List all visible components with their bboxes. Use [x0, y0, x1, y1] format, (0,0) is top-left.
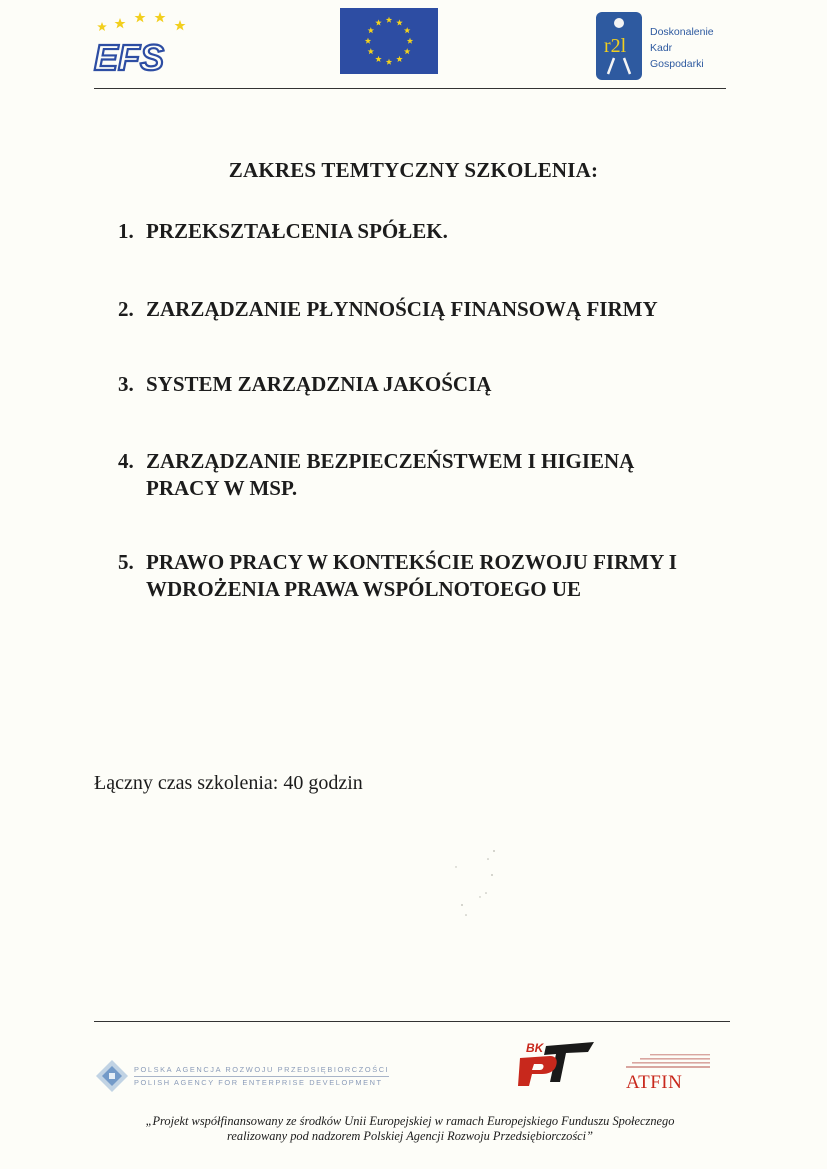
parp-name-polish: POLSKA AGENCJA ROZWOJU PRZEDSIĘBIORCZOŚCI — [134, 1064, 389, 1077]
bk-logo-graphic — [516, 1038, 596, 1090]
dkg-logo — [596, 12, 736, 82]
total-training-hours: Łączny czas szkolenia: 40 godzin — [94, 772, 363, 794]
bk-logo — [516, 1038, 596, 1090]
topic-item-2 — [118, 296, 758, 323]
header-divider — [94, 88, 726, 89]
cofinancing-note — [90, 1114, 730, 1144]
dkg-line-2: Kadr — [650, 42, 673, 54]
parp-name-english: POLISH AGENCY FOR ENTERPRISE DEVELOPMENT — [134, 1078, 383, 1087]
cofinancing-note-line-2: realizowany pod nadzorem Polskiej Agencji Rozwoju Przedsiębiorczości” — [227, 1129, 593, 1143]
dkg-line-1: Doskonalenie — [650, 26, 714, 38]
topic-text: PRAWO PRACY W KONTEKŚCIE ROZWOJU FIRMY I WDROŻENIA PRAWA WSPÓLNOTOEGO UE — [146, 550, 677, 601]
dkg-logo-text — [650, 24, 714, 72]
topic-number: 2. — [118, 297, 134, 321]
document-title: ZAKRES TEMTYCZNY SZKOLENIA: — [228, 158, 599, 182]
eu-flag-icon — [340, 8, 438, 74]
topic-text: ZARZĄDZANIE BEZPIECZEŃSTWEM I HIGIENĄ PRACY W MSP. — [146, 449, 635, 500]
dkg-figure-icon — [596, 12, 642, 80]
topic-item-4 — [118, 448, 678, 502]
efs-logo — [92, 6, 192, 76]
atfin-logo-text: ATFIN — [626, 1072, 683, 1093]
footer-divider — [94, 1021, 730, 1022]
topic-number: 1. — [118, 219, 134, 243]
topic-item-3 — [118, 371, 758, 398]
efs-logo-graphic — [92, 6, 192, 76]
eu-flag-logo — [340, 8, 438, 74]
scan-specks — [450, 845, 510, 925]
cofinancing-note-line-1: „Projekt współfinansowany ze środków Unii Europejskiej w ramach Europejskiego Funduszu Społecznego — [145, 1114, 675, 1128]
topic-number: 5. — [118, 550, 134, 574]
efs-logo-text: EFS — [94, 37, 165, 76]
topic-number: 4. — [118, 449, 134, 473]
parp-emblem-icon — [94, 1058, 130, 1094]
parp-logo — [94, 1058, 390, 1094]
topic-text: ZARZĄDZANIE PŁYNNOŚCIĄ FINANSOWĄ FIRMY — [146, 297, 658, 321]
dkg-mark-text: r2l — [604, 35, 627, 57]
bk-logo-text: BK — [526, 1041, 544, 1055]
topic-item-1 — [118, 218, 758, 245]
dkg-line-3: Gospodarki — [650, 58, 704, 70]
topic-item-5 — [118, 549, 728, 603]
atfin-steps-icon — [622, 1050, 712, 1072]
topic-number: 3. — [118, 372, 134, 396]
parp-logo-text — [134, 1064, 389, 1088]
atfin-logo — [622, 1050, 712, 1098]
topic-text: PRZEKSZTAŁCENIA SPÓŁEK. — [146, 219, 448, 243]
topic-text: SYSTEM ZARZĄDZNIA JAKOŚCIĄ — [146, 372, 492, 396]
